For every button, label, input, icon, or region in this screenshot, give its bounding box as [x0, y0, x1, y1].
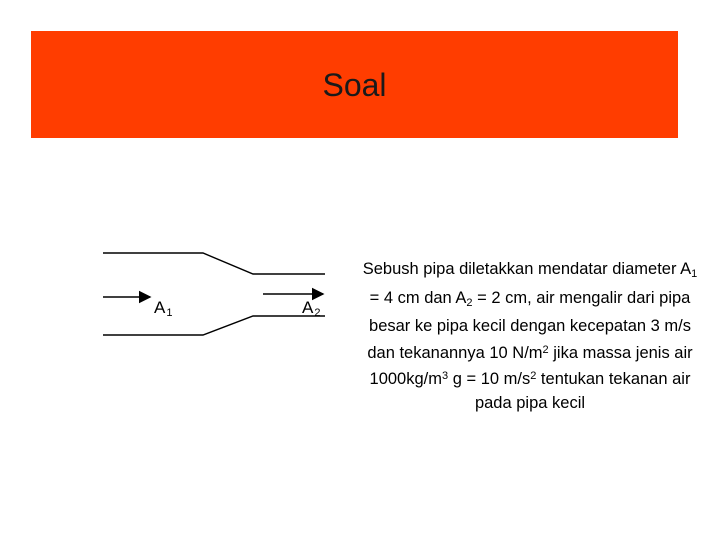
problem-statement: Sebush pipa diletakkan mendatar diameter $A_1 = 4$ cm dan $A_2 = 2$ cm, air mengalir dari pipa besar ke pipa kecil dengan kecepatan 3 m/s dan tekanannya 10 $N/m^2$ jika massa jenis air $1000kg/m^3$ g = 10 $m/s^2$ tentukan tekanan air pada pipa kecil	[362, 260, 698, 412]
slide-title: Soal	[322, 67, 387, 103]
label-a2: $A_2$	[302, 298, 321, 319]
pipe-bottom-wall	[103, 316, 325, 335]
label-a1: $A_1$	[154, 298, 173, 319]
pipe-top-wall	[103, 253, 325, 274]
